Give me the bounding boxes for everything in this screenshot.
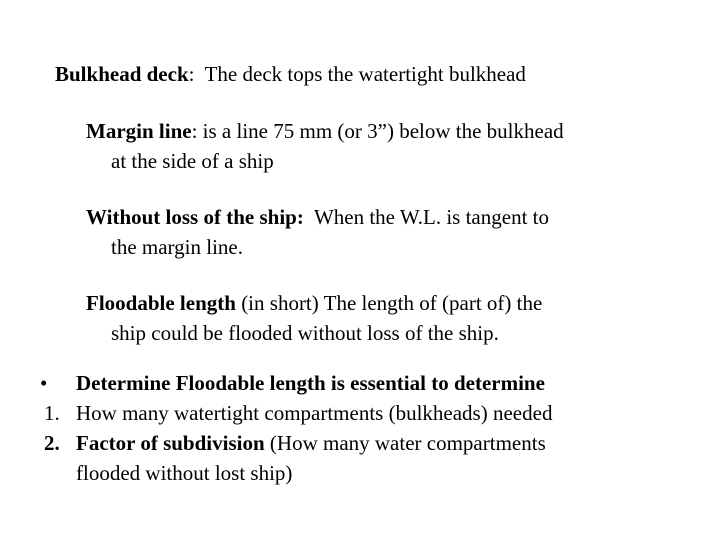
definition-text: : is a line 75 mm (or 3”) below the bulkhead — [191, 119, 564, 143]
definition-continuation: the margin line. — [111, 235, 243, 259]
list-item-1 — [20, 398, 552, 428]
term-margin-line: Margin line — [86, 119, 192, 143]
list-item-text: Determine Floodable length is essential to determine — [76, 371, 545, 395]
list-number: 1. — [44, 401, 60, 425]
list-item-text: (How many water compartments — [264, 431, 546, 455]
list-item-2-continuation — [20, 458, 552, 488]
list-item-2 — [20, 428, 552, 458]
definition-text: (in short) The length of (part of) the — [235, 291, 543, 315]
term-floodable-length: Floodable length — [86, 291, 236, 315]
definition-margin-line — [86, 116, 564, 176]
list-item-text: flooded without lost ship) — [76, 461, 293, 485]
list-item-text: How many watertight compartments (bulkheads) needed — [76, 401, 553, 425]
definition-bulkhead-deck — [55, 59, 526, 89]
definition-text: When the W.L. is tangent to — [303, 205, 549, 229]
definition-line — [86, 288, 542, 318]
definition-continuation: at the side of a ship — [111, 149, 274, 173]
definition-line — [86, 202, 549, 232]
term-colon: : — [188, 62, 195, 86]
list-item-bullet — [20, 368, 552, 398]
definition-text: The deck tops the watertight bulkhead — [194, 62, 526, 86]
list-number: 2. — [44, 431, 60, 455]
definition-continuation: ship could be flooded without loss of the ship. — [111, 321, 499, 345]
bullet-icon: • — [40, 371, 48, 395]
term-bulkhead-deck: Bulkhead deck — [55, 62, 189, 86]
definition-line — [55, 59, 526, 89]
term-without-loss: Without loss of the ship: — [86, 205, 304, 229]
term-factor-of-subdivision: Factor of subdivision — [76, 431, 265, 455]
key-points-list — [20, 368, 552, 488]
definition-floodable-length — [86, 288, 542, 348]
definition-line — [86, 116, 564, 146]
definition-without-loss — [86, 202, 549, 262]
